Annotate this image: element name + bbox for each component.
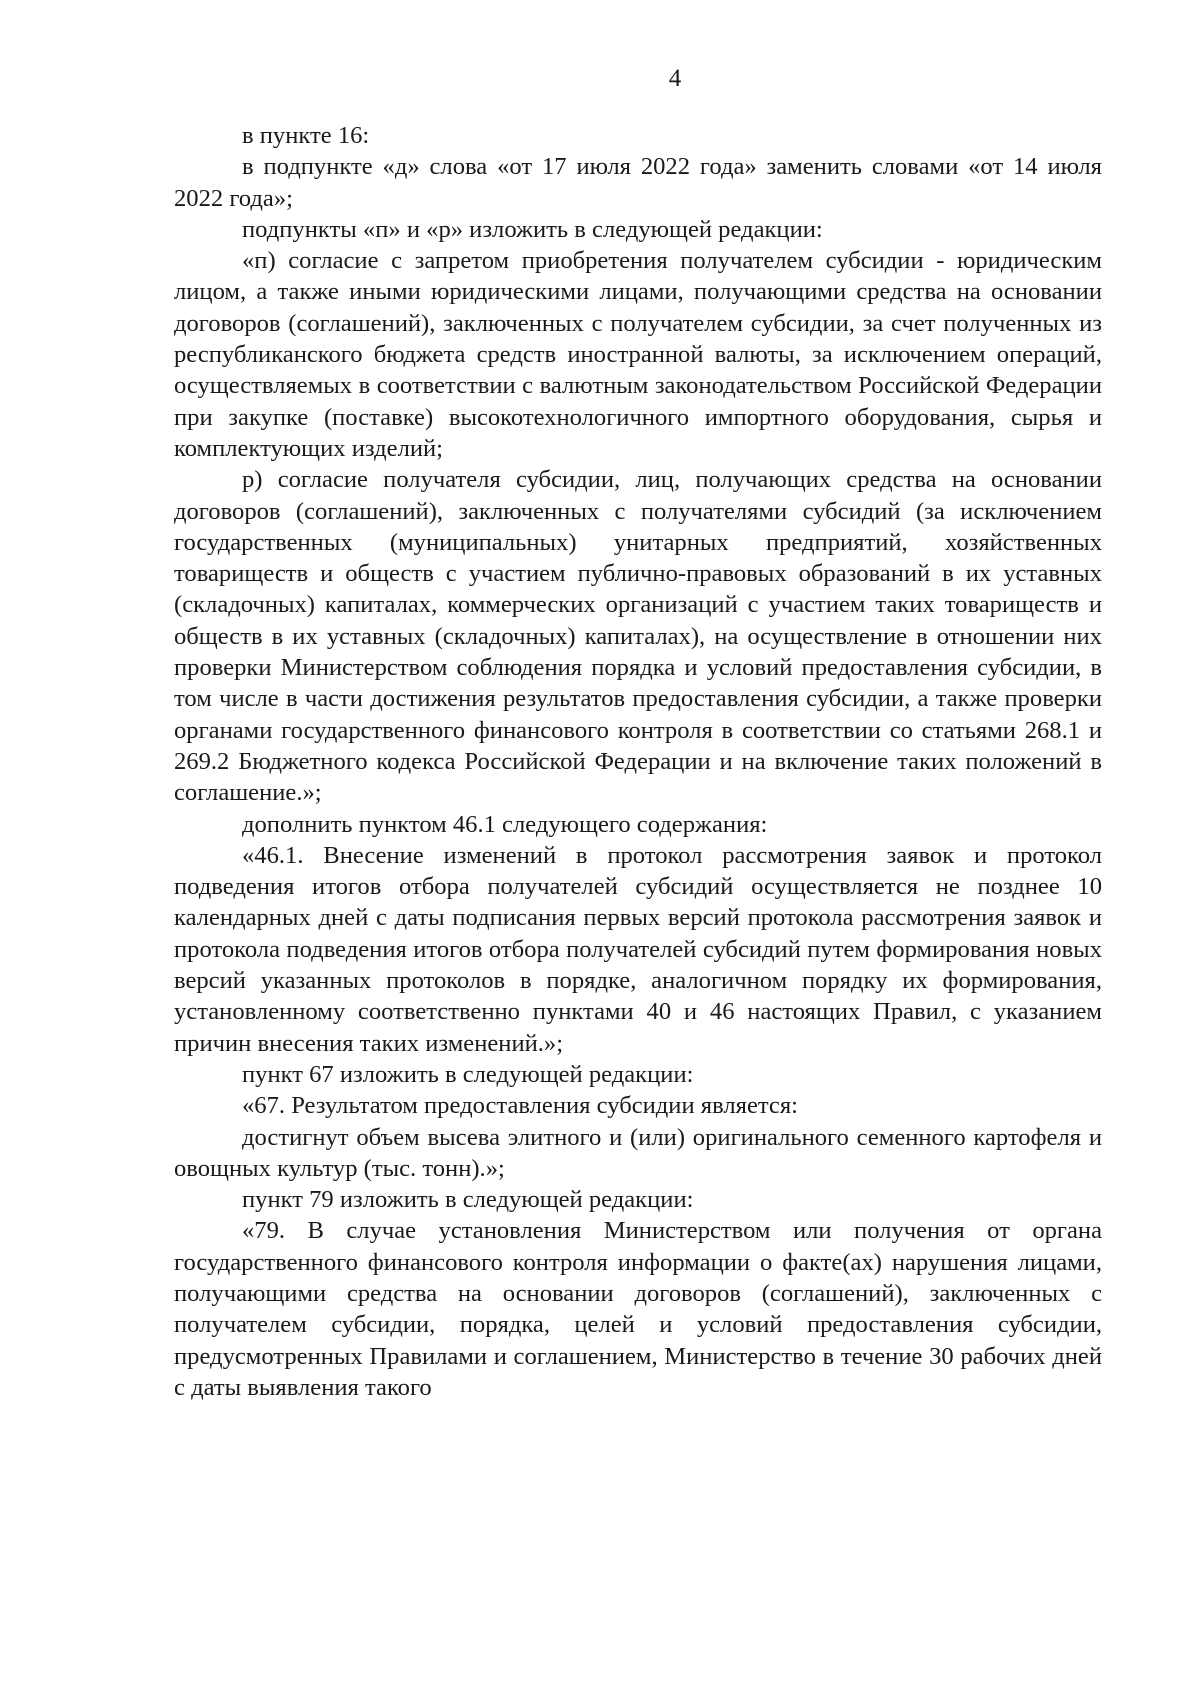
paragraph: «46.1. Внесение изменений в протокол рассмотрения заявок и протокол подведения итогов отбора получателей субсидий осуществляется не позднее 10 календарных дней с даты подписания первых версий протокола рассмотрения заявок и протокола подведения итогов отбора получателей субсидий путем формирования новых версий указанных протоколов в порядке, аналогичном порядку их формирования, установленному соответственно пунктами 40 и 46 настоящих Правил, с указанием причин внесения таких изменений.»; <box>174 841 1102 1057</box>
paragraph: «п) согласие с запретом приобретения получателем субсидии - юридическим лицом, а также иными юридическими лицами, получающими средства на основании договоров (соглашений), заключенных с получателем субсидии, за счет полученных из республиканского бюджета средств иностранной валюты, за исключением операций, осуществляемых в соответствии с валютным законодательством Российской Федерации при закупке (поставке) высокотехнологичного импортного оборудования, сырья и комплектующих изделий; <box>174 247 1102 462</box>
paragraph: «67. Результатом предоставления субсидии является: <box>242 1092 798 1120</box>
document-body <box>174 120 1102 1403</box>
paragraph: «79. В случае установления Министерством или получения от органа государственного финансового контроля информации о факте(ах) нарушения лицами, получающими средства на основании договоров (соглашений), заключенных с получателем субсидии, порядка, целей и условий предоставления субсидии, предусмотренных Правилами и соглашением, Министерство в течение 30 рабочих дней с даты выявления такого <box>174 1217 1102 1401</box>
paragraph: достигнут объем высева элитного и (или) оригинального семенного картофеля и овощных культур (тыс. тонн).»; <box>174 1123 1102 1182</box>
paragraph: в подпункте «д» слова «от 17 июля 2022 года» заменить словами «от 14 июля 2022 года»; <box>174 153 1102 212</box>
paragraph: пункт 79 изложить в следующей редакции: <box>242 1186 694 1214</box>
paragraph: пункт 67 изложить в следующей редакции: <box>242 1060 694 1088</box>
paragraph: р) согласие получателя субсидии, лиц, получающих средства на основании договоров (соглашений), заключенных с получателями субсидий (за исключением государственных (муниципальных) унитарных предприятий, хозяйственных товариществ и обществ с участием публично-правовых образований в их уставных (складочных) капиталах, коммерческих организаций с участием таких товариществ и обществ в их уставных (складочных) капиталах), на осуществление в отношении них проверки Министерством соблюдения порядка и условий предоставления субсидии, в том числе в части достижения результатов предоставления субсидии, а также проверки органами государственного финансового контроля в соответствии со статьями 268.1 и 269.2 Бюджетного кодекса Российской Федерации и на включение таких положений в соглашение.»; <box>174 466 1102 807</box>
paragraph: в пункте 16: <box>242 122 370 149</box>
paragraph: дополнить пунктом 46.1 следующего содержания: <box>242 810 768 838</box>
paragraph: подпункты «п» и «р» изложить в следующей редакции: <box>242 215 823 243</box>
page-number: 4 <box>668 65 682 92</box>
